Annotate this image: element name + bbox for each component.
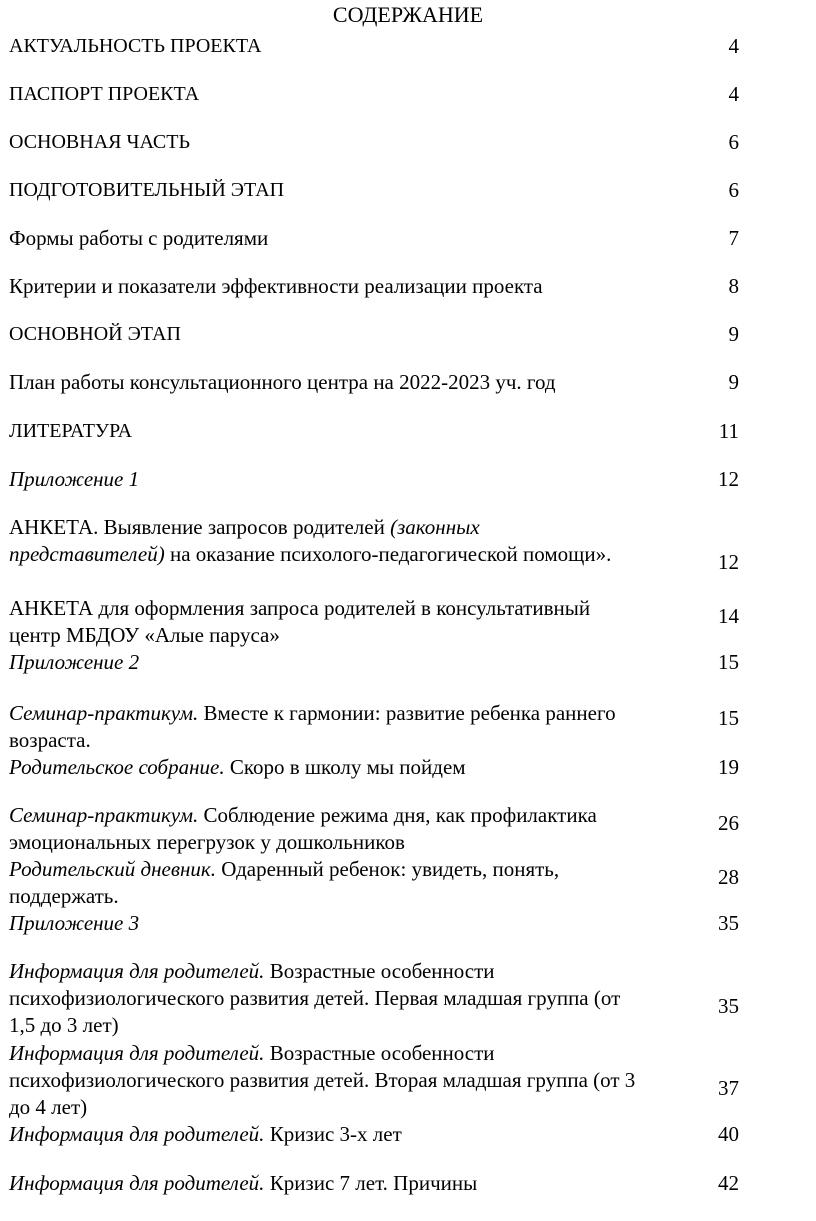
- toc-entry-text: ПАСПОРТ ПРОЕКТА: [9, 83, 200, 105]
- toc-entry-title: [9, 649, 639, 676]
- toc-entry-text: Возрастные особенности психофизиологического развития детей. Вторая младшая группа (от 3 до 4 лет): [9, 1041, 636, 1119]
- toc-entry-title: [9, 958, 639, 1039]
- toc-entry-title: [9, 466, 639, 493]
- toc-entry-text: Вместе к гармонии: развитие ребенка раннего возраста.: [9, 701, 616, 752]
- toc-entry-title: [9, 1040, 639, 1121]
- toc-entry-text: АНКЕТА. Выявление запросов родителей: [9, 515, 391, 539]
- toc-entry-title: [9, 802, 639, 856]
- toc-entry-lead: Информация для родителей.: [9, 1041, 265, 1065]
- toc-entry-title: [9, 595, 639, 649]
- toc-entry-italic-part: (законных представителей): [9, 515, 480, 566]
- toc-page-number: 6: [728, 178, 739, 202]
- toc-page-number: 19: [718, 755, 739, 779]
- toc-entry-lead: Информация для родителей.: [9, 1122, 265, 1146]
- toc-page-number: 35: [718, 994, 739, 1018]
- toc-entry-title: [9, 369, 639, 396]
- toc-entry-title: [9, 33, 639, 60]
- toc-page-number: 6: [728, 130, 739, 154]
- toc-entry-lead: Приложение 2: [9, 650, 140, 674]
- toc-entry-text: Кризис 7 лет. Причины: [264, 1171, 478, 1195]
- toc-entry-text: Одаренный ребенок: увидеть, понять, поддержать.: [9, 857, 560, 908]
- toc-page-number: 11: [718, 419, 739, 443]
- toc-page-number: 8: [728, 274, 739, 298]
- toc-entry-lead: Семинар-практикум.: [9, 701, 199, 725]
- toc-page-number: 26: [718, 811, 739, 835]
- toc-page-number: 42: [718, 1171, 739, 1195]
- toc-entry-text: План работы консультационного центра на 2022-2023 уч. год: [9, 370, 556, 394]
- toc-page-number: 14: [718, 604, 739, 628]
- toc-entry-title: [9, 514, 639, 568]
- toc-page-number: 15: [718, 650, 739, 674]
- toc-entry-title: [9, 1121, 639, 1148]
- toc-page-number: 4: [728, 82, 739, 106]
- toc-entry-text: ПОДГОТОВИТЕЛЬНЫЙ ЭТАП: [9, 179, 285, 201]
- toc-page-number: 37: [718, 1076, 739, 1100]
- toc-entry-text: Критерии и показатели эффективности реализации проекта: [9, 274, 543, 298]
- toc-entry-title: [9, 856, 639, 910]
- toc-entry-title: [9, 177, 639, 204]
- toc-page-number: 7: [728, 226, 739, 250]
- toc-page-number: 12: [718, 550, 739, 574]
- toc-entry-title: [9, 81, 639, 108]
- page-title: СОДЕРЖАНИЕ: [332, 2, 484, 27]
- toc-entry-text: ЛИТЕРАТУРА: [9, 420, 133, 442]
- toc-page-number: 28: [718, 865, 739, 889]
- toc-entry-title: [9, 910, 639, 937]
- toc-page-number: 15: [718, 706, 739, 730]
- toc-entry-lead: Семинар-практикум.: [9, 803, 199, 827]
- toc-entry-title: [9, 418, 639, 445]
- toc-page-number: 9: [728, 370, 739, 394]
- toc-page-number: 4: [728, 34, 739, 58]
- toc-entry-lead: Родительское собрание.: [9, 755, 225, 779]
- toc-entry-text: Формы работы с родителями: [9, 226, 269, 250]
- toc-entry-title: [9, 754, 639, 781]
- toc-entry-lead: Приложение 3: [9, 911, 140, 935]
- toc-entry-title: [9, 1170, 639, 1197]
- toc-entry-text: АНКЕТА для оформления запроса родителей в консультативный центр МБДОУ «Алые паруса»: [9, 596, 591, 647]
- toc-entry-text: ОСНОВНОЙ ЭТАП: [9, 323, 181, 345]
- toc-entry-title: [9, 225, 639, 252]
- toc-entry-text: АКТУАЛЬНОСТЬ ПРОЕКТА: [9, 35, 262, 57]
- toc-entry-title: [9, 129, 639, 156]
- toc-entry-lead: Родительский дневник.: [9, 857, 216, 881]
- toc-entry-text: ОСНОВНАЯ ЧАСТЬ: [9, 131, 190, 153]
- toc-entry-text: Возрастные особенности психофизиологического развития детей. Первая младшая группа (от 1,5 до 3 лет): [9, 959, 621, 1037]
- toc-entry-text: Соблюдение режима дня, как профилактика эмоциональных перегрузок у дошкольников: [9, 803, 597, 854]
- toc-entry-lead: Информация для родителей.: [9, 959, 265, 983]
- toc-entry-title: [9, 700, 639, 754]
- toc-entry-text: Кризис 3-х лет: [264, 1122, 402, 1146]
- toc-page-number: 9: [728, 322, 739, 346]
- toc-entry-text-after: на оказание психолого-педагогической помощи».: [164, 542, 612, 566]
- toc-page-number: 35: [718, 911, 739, 935]
- toc-entry-lead: Приложение 1: [9, 467, 140, 491]
- toc-page-number: 40: [718, 1122, 739, 1146]
- toc-entry-lead: Информация для родителей.: [9, 1171, 265, 1195]
- toc-entry-title: [9, 321, 639, 348]
- toc-entry-text: Скоро в школу мы пойдем: [224, 755, 466, 779]
- toc-page-number: 12: [718, 467, 739, 491]
- toc-entry-title: [9, 273, 639, 300]
